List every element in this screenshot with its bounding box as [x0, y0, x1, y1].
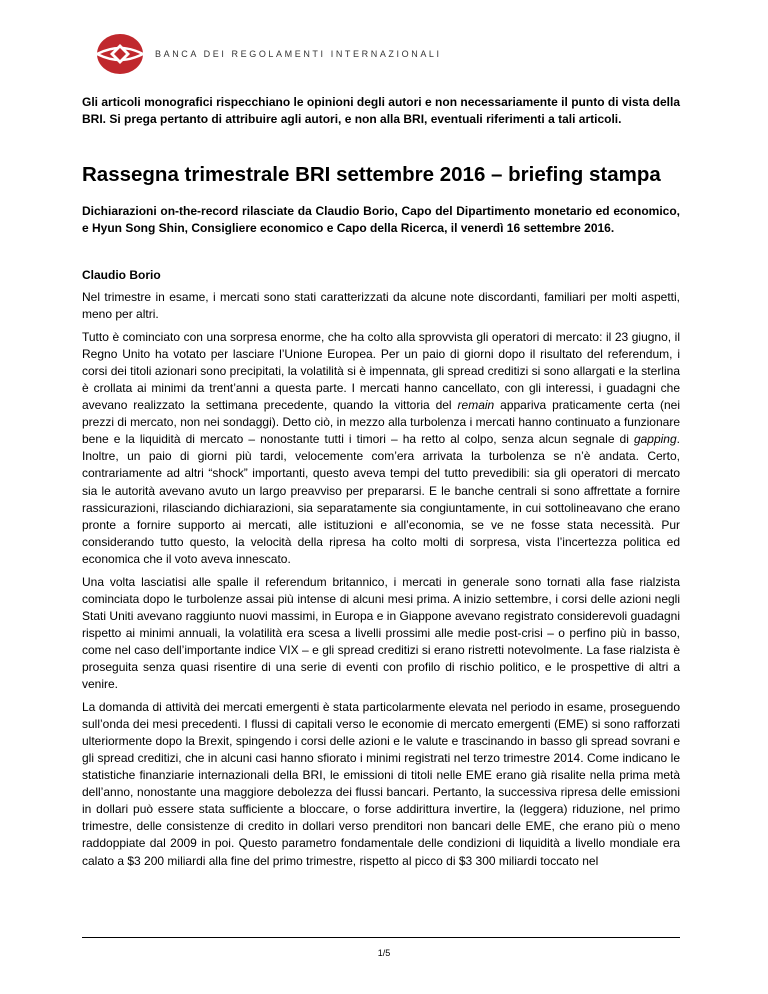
- italic-term: remain: [457, 398, 495, 413]
- body-paragraph-2: Tutto è cominciato con una sorpresa enorme, che ha colto alla sprovvista gli operatori di mercato: il 23 giugno, il Regno Unito ha votato per lasciare l’Unione Europea. Per un paio di giorni dopo il risultato del referendum, i corsi dei titoli azionari sono precipitati, la volatilità si è impennata, gli spread creditizi si sono allargati e la sterlina è crollata ai minimi da trent’anni a questa parte. I mercati hanno cancellato, con gli interessi, i guadagni che avevano realizzato la settimana precedente, quando la vittoria del remain appariva praticamente certa (nei prezzi di mercato, non nei sondaggi). Detto ciò, in mezzo alla turbolenza i mercati hanno continuato a funzionare bene e la liquidità di mercato – nonostante tutti i timori – ha retto al colpo, senza alcun segnale di gapping. Inoltre, un paio di giorni più tardi, velocemente com’era arrivata la turbolenza se n’è andata. Certo, contrariamente ad altri “shock” importanti, questo aveva tempi del tutto prevedibili: sia gli operatori di mercato sia le autorità avevano avuto un largo preavviso per prepararsi. E le banche centrali si sono affrettate a fornire rassicurazioni, rilasciando dichiarazioni, sia separatamente sia congiuntamente, in cui sottolineavano che erano pronte a fornire supporto ai mercati, alle istituzioni e all’economia, se ve ne fosse stata necessità. Pur considerando tutto questo, la velocità della ripresa ha colto molti di sorpresa, vista l’incertezza politica ed economica che il voto aveva innescato.: [82, 330, 680, 566]
- body-paragraph-3: Una volta lasciatisi alle spalle il referendum britannico, i mercati in generale sono tornati alla fase rialzista cominciata dopo le turbolenze assai più intense di alcuni mesi prima. A inizio settembre, i corsi delle azioni negli Stati Uniti avevano raggiunto nuovi massimi, in Europa e in Giappone avevano registrato considerevoli guadagni rispetto ai minimi annuali, la volatilità era scesa a livelli prossimi alle medie post-crisi – o perfino più in basso, come nel caso dell’importante indice VIX – e gli spread creditizi si erano ristretti notevolmente. La fase rialzista è proseguita senza quasi risentire di una serie di eventi con profilo di rischio politico, e le prospettive di altri a venire.: [82, 574, 680, 692]
- body-paragraph-4: La domanda di attività dei mercati emergenti è stata particolarmente elevata nel periodo in esame, proseguendo sull’onda dei mesi precedenti. I flussi di capitali verso le economie di mercato emergenti (EME) si sono rafforzati ulteriormente dopo la Brexit, spingendo i corsi delle azioni e le valute e trascinando in basso gli spread sovrani e gli spread creditizi, che in alcuni casi hanno sfiorato i minimi registrati nel terzo trimestre 2014. Come indicano le statistiche finanziarie internazionali della BRI, le emissioni di titoli nelle EME erano già risalite nella prima metà dell’anno, nonostante una maggiore debolezza dei flussi bancari. Pertanto, la successiva ripresa delle emissioni in dollari può essere stata sufficiente a bloccare, o forse addirittura invertire, la (leggera) riduzione, nel primo trimestre, delle consistenze di credito in dollari verso prenditori non bancari delle EME, che erano più o meno raddoppiate dal 2009 in poi. Questo parametro fondamentale delle condizioni di liquidità a livello mondiale era calato a $3 200 miliardi alla fine del primo trimestre, rispetto al picco di $3 300 miliardi toccato nel: [82, 700, 680, 868]
- page-title: Rassegna trimestrale BRI settembre 2016 – briefing stampa: [82, 163, 661, 186]
- speaker-heading: Claudio Borio: [82, 268, 161, 282]
- italic-term: gapping: [633, 432, 677, 447]
- page-number: 1/5: [377, 948, 391, 958]
- organization-name: BANCA DEI REGOLAMENTI INTERNAZIONALI: [155, 49, 442, 59]
- intro-statement: Dichiarazioni on-the-record rilasciate da Claudio Borio, Capo del Dipartimento monetario ed economico, e Hyun Song Shin, Consigliere economico e Capo della Ricerca, il venerdì 16 settembre 2016.: [82, 204, 680, 235]
- disclaimer-notice: Gli articoli monografici rispecchiano le opinioni degli autori e non necessariamente il punto di vista della BRI. Si prega pertanto di attribuire agli autori, e non alla BRI, eventuali riferimenti a tali articoli.: [82, 95, 680, 126]
- footer-divider: [82, 937, 680, 938]
- document-body: [82, 94, 680, 870]
- body-paragraph-1: Nel trimestre in esame, i mercati sono stati caratterizzati da alcune note discordanti, familiari per molti aspetti, meno per altri.: [82, 290, 680, 322]
- bis-logo: [97, 34, 143, 74]
- page-header: [97, 34, 442, 74]
